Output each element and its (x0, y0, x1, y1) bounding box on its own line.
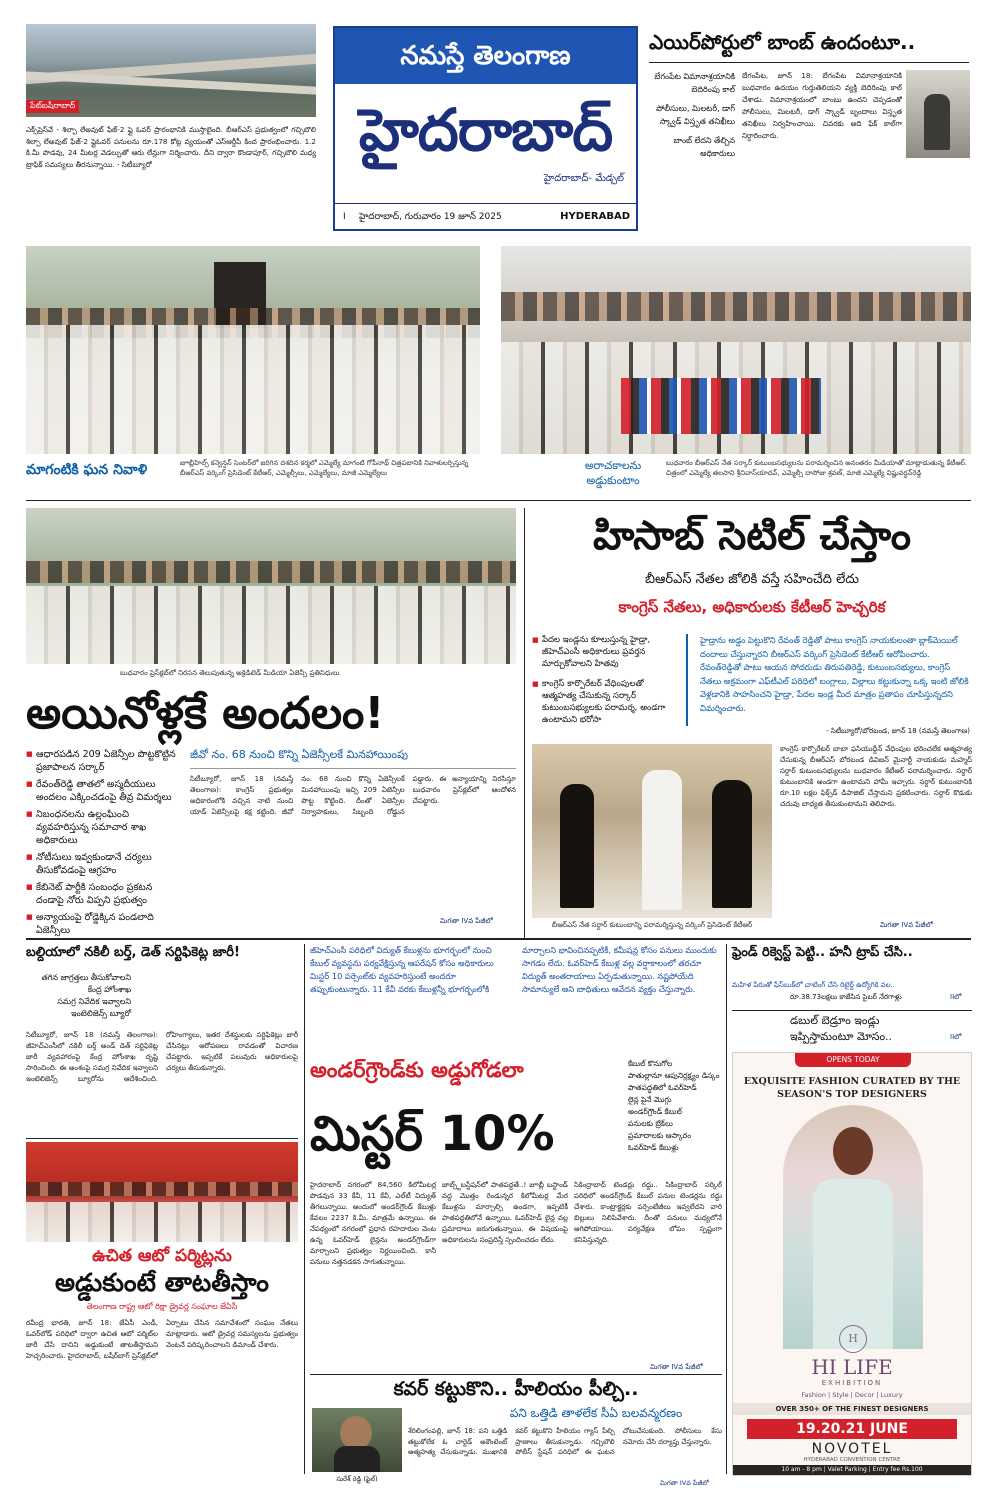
dateline: హైదరాబాద్, గురువారం 19 జూన్ 2025 (359, 212, 502, 222)
press-headline (567, 458, 659, 488)
sardar-photo-caption: బీఆర్ఎస్ నేత సర్దార్ కుటుంబాన్ని పరామర్శిస్తున్న వర్కింగ్ ప్రెసిడెంట్ కేటీఆర్ (551, 921, 753, 929)
mister10-col2: జాబ్స్ట్‌బస్టేషన్‌లో పాతపద్ధతే..! జూబ్లీ బస్టాండ్ వద్ద మొత్తం రెండున్నర కిలోమీటర్ల మేర కేబుళ్లను మార్చాల్సి ఉండగా, ఇప్పటికీ పాతపద్ధతిలోనే ఉన్నాయి. ఓవర్‌హెడ్ లైన్ల వల్ల ప్రమాదాలు జరుగుతున్నాయి. ఈ విషయంపై అధికారులను సంప్రదిస్తే స్పందించడం లేదు. (442, 1181, 568, 1244)
press-caption: బుధవారం బీఆర్ఎస్ నేత సర్కార్ కుటుంబసభ్యులను పరామర్శించిన అనంతరం మీడియాతో మాట్లాడుతున్న కేటీఆర్. చిత్రంలో ఎమ్మెల్యే తలసాని శ్రీనివాస్‌యాదవ్, ఎమ్మెల్సీ దాసోజు శ్రవణ్, మాజీ ఎమ్మెల్యే విష్ణువర్ధన్‌రెడ్డి (666, 459, 967, 477)
ad-badge: OPENS TODAY (795, 1053, 911, 1067)
andalam-bullets (26, 748, 182, 941)
ad-brand: HI LIFE (811, 1355, 893, 1379)
helium-body: శేరిలింగంపల్లి, జూన్ 18: పని ఒత్తిడి తట్టుకోలేక ఓ చార్టెడ్ అకౌంటెంట్ ఆత్మహత్య చేసుకున్నాడు. ముఖానికి కవర్ కట్టుకొని హీలియం గ్యాస్ పీల్చి ప్రాణాలు తీసుకున్నాడు. గచ్చిబౌలి పోలీస్ స్టేషన్ పరిధిలో ఈ ఘటన చోటుచేసుకుంది. పోలీసులు కేసు నమోదు చేసి దర్యాప్తు చేస్తున్నారు. (408, 1427, 722, 1456)
suresh-caption: సురేశ్ రెడ్డి (ఫైల్) (336, 1475, 378, 1483)
mister10-side-line: అండర్‌గ్రౌండ్ కేబుల్ (628, 1107, 682, 1116)
doublebed-ref: IIలో (950, 1033, 962, 1041)
doublebed-line: డబుల్ బెడ్రూం ఇండ్లు (790, 1014, 880, 1027)
helium-headline: కవర్ కట్టుకొని.. హీలియం పీల్చి.. (393, 1378, 639, 1400)
hisab-bullets (532, 634, 674, 730)
hisab-sub2: కాంగ్రెస్ నేతలు, అధికారులకు కేటీఆర్ హెచ్చరిక (618, 598, 886, 616)
honeytrap-ref: IIలో (950, 993, 962, 1001)
hisab-headline: హిసాబ్ సెటిల్ చేస్తాం (593, 513, 911, 559)
mister10-side-line: పాతుల్లానూ ఆపునిర్లక్ష్యం డిస్కం (628, 1071, 720, 1080)
airport-sidebar (649, 70, 735, 160)
helium-sub: పని ఒత్తిడి తాళలేక సీఏ బలవన్మరణం (509, 1406, 683, 1420)
mister10-side-line: కేబుల్ కొనుగోల (628, 1059, 673, 1068)
press-headline-line: అరాచకాలను (584, 459, 642, 472)
mister10-side-line: లైన్ల పైనే మొగ్గు (628, 1095, 672, 1104)
hilife-ad[interactable] (732, 1052, 972, 1476)
press-photo (501, 246, 971, 454)
protest-caption: బుధవారం ప్రెస్‌క్లబ్‌లో నిరసన తెలుపుతున్న అక్రెడిటెడ్ మీడియా ఏజెన్సీ ప్రతినిధులు (120, 669, 340, 677)
issue-number: I (343, 212, 346, 222)
fake-cert-note: కేంద్ర హోంశాఖ (87, 985, 131, 994)
hisab-body: కాంగ్రెస్ కార్పొరేటర్ బాబా ఫసియుద్దీన్ వేధింపుల భరించలేక ఆత్మహత్య చేసుకున్న బీఆర్ఎస్ బోరబండ డివిజన్ మైనార్టీ నాయకుడు మహ్మద్ సర్దార్ కుటుంబసభ్యులను బుధవారం కేటీఆర్ పరామర్శించారు. సర్దార్ కుటుంబానికి అండగా ఉంటామని హామీ ఇచ్చారు. సర్దార్ కుటుంబానికి రూ.10 లక్షల ఫిక్స్‌డ్ డిపాజిట్ చేస్తామని ప్రకటించారు. సర్దార్ కొడుకు చదువు బాధ్యత తీసుకుంటామని తెలిపారు. (780, 745, 972, 808)
honeytrap-sub2: రూ.38.73లక్షలు కాజేసిన సైబర్ నేరగాళ్లు (790, 993, 902, 1001)
honeytrap-sub: మహిళ పేరుతో ఫేస్‌బుక్‌లో చాటింగ్ చేసి రిటైర్డ్ ఉద్యోగికి వల.. (732, 981, 896, 989)
honeytrap-headline: ఫ్రెండ్ రిక్వెస్ట్ పెట్టి.. హనీ ట్రాప్ చేసి.. (732, 945, 913, 960)
suresh-photo (312, 1408, 402, 1472)
fake-cert-body: సిటీబ్యూరో, జూన్ 18 (నమస్తే తెలంగాణ): జీహెచ్ఎంసీలో నకిలీ బర్త్ అండ్ డెత్ సర్టిఫికెట్ల జారీ వ్యవహారంపై కేంద్ర హోంశాఖ దృష్టి సారించింది. ఈ అంశంపై సమగ్ర నివేదిక ఇవ్వాలని ఇంటెలిజెన్స్ బ్యూరోను ఆదేశించింది. రోహింగ్యాలు, ఇతర దేశస్థులకు సర్టిఫికెట్లు జారీ చేసినట్లు ఆరోపణలు రావడంతో విచారణ చేపట్టారు. ఇప్పటికే పలువురు అధికారులపై చర్యలు తీసుకున్నారు. (26, 1031, 298, 1083)
flyover-photo (26, 24, 316, 117)
photo-label: పేట్‌బషీరాబాద్ (26, 100, 79, 113)
continued-note: మిగతా IVవ పేజీలో (660, 1479, 709, 1487)
airport-note: బాంబ్ లేదని తేల్చిన అధికారులు (673, 136, 735, 158)
mister10-box: జీహెచ్ఎంసీ పరిధిలో విద్యుత్ కేబుళ్లను భూగర్భంలో నుంచి కేబుల్ వ్యవస్థను పర్యవేక్షిస్తున్న ఆపరేషన్ కోసం అధికారులు మిస్టర్ 10 పర్సెంట్‌కు వ్యవహరిస్తుంటే అందరూ తప్పుకుంటున్నారు. 11 కేవీ వరకు కేబుళ్లన్నీ భూగర్భంలోకి మార్చాలని భావించినప్పటికీ, కమీషన్ల కోసం పనులు ముందుకు సాగడం లేదు. ఓవర్‌హెడ్ కేబుళ్ల వల్ల వర్షాకాలంలో తరచూ విద్యుత్ అంతరాయాలు ఏర్పడుతున్నాయి. నష్టపోయేది సామాన్యులే అని బాధితులు ఆవేదన వ్యక్తం చేస్తున్నారు. (310, 945, 717, 994)
continued-note: మిగతా IVవ పేజీలో (650, 1363, 703, 1371)
ad-model-image (783, 1105, 923, 1349)
andalam-body: సిటీబ్యూరో, జూన్ 18 (నమస్తే తెలంగాణ): కాంగ్రెస్ ప్రభుత్వం అధికారంలోకి వచ్చిన నాటి నుంచి యాడ్ ఏజెన్సీలపై కక్ష కట్టింది. జీవో నం. 68 నుంచి కొన్ని ఏజెన్సీలకే మినహాయింపు ఇచ్చి 209 ఏజెన్సీల పొట్ట కొట్టింది. దీంతో ఏజెన్సీల నిర్వాహకులు, సిబ్బంది రోడ్డున పడ్డారు. ఈ అన్యాయాన్ని నిరసిస్తూ బుధవారం ప్రెస్‌క్లబ్‌లో ఆందోళన చేపట్టారు. (190, 775, 516, 816)
mister10-side-line: పాతపద్ధతిలో ఓవర్‌హెడ్ (628, 1083, 697, 1092)
hisab-sub1: బీఆర్ఎస్ నేతల జోలికి వస్తే సహించేది లేదు (645, 572, 859, 587)
mister10-col3: సికింద్రాబాద్ టెండర్లు రద్దు.. సికింద్రాబాద్ సర్కిల్ పరిధిలో అండర్‌గ్రౌండ్ కేబుల్ పనుల టెండర్లను రద్దు చేశారు. కాంట్రాక్టర్లకు పర్సెంటేజీలు ఇవ్వలేదని వారి బిల్లులు నిలిపివేశారు. దీంతో పనులు మధ్యలోనే ఆగిపోయాయి. పర్యవేక్షణ లోపం స్పష్టంగా కనిపిస్తున్నది. (574, 1181, 722, 1244)
mister10-side-box (628, 1058, 722, 1154)
auto-headline-1: ఉచిత ఆటో పర్మిట్లను (92, 1246, 232, 1266)
auto-jac-photo (26, 1142, 298, 1242)
airport-body: బేగంపేట, జూన్ 18: బేగంపేట విమానాశ్రయానికి బుధవారం ఉదయం గుర్తుతెలియని వ్యక్తి బెదిరింపు కాల్ చేశాడు. విమానాశ్రయంలో బాంబు ఉందని చెప్పడంతో పోలీసులు, మిలటరీ, డాగ్ స్క్వాడ్ బృందాలు విస్తృత తనిఖీలు నిర్వహించాయి. చివరకు అది ఫేక్ కాల్‌గా నిర్ధారించారు. (742, 71, 902, 140)
ad-brand-sub: EXHIBITION (821, 1379, 883, 1387)
bullet-item: ■ రేవంత్‌రెడ్డి తాతలో అస్మదీయులు అందలం ఎక్కించడంపై తీవ్ర విమర్శలు (26, 778, 182, 804)
bullet-item: ■ కాంగ్రెస్ కార్పొరేటర్ వేధింపులతో ఆత్మహత్య చేసుకున్న సర్కార్ కుటుంబసభ్యులకు పరామర్శ, అండగా ఉంటామని భరోసా (532, 678, 674, 726)
tribute-caption: జూబ్లీహిల్స్ కన్వెన్షన్ సెంటర్‌లో జరిగిన దశదిన కర్మలో ఎమ్మెల్యే మాగంటి గోపీనాథ్ చిత్రపటానికి నివాళులర్పిస్తున్న బీఆర్ఎస్ వర్కింగ్ ప్రెసిడెంట్ కేటీఆర్, ఎమ్మెల్సీలు, ఎమ్మెల్యేలు, మాజీ ఎమ్మెల్యేలు (180, 459, 469, 477)
bullet-item: ■ నోటీసులు ఇవ్వకుండానే చర్యలు తీసుకోవడంపై ఆగ్రహం (26, 851, 182, 877)
continued-note: మిగతా IVవ పేజీలో (440, 917, 493, 925)
mister10-col1: హైదరాబాద్ నగరంలో 84,560 కిలోమీటర్ల పొడవున 33 కేవీ, 11 కేవీ, ఎల్‌టీ విద్యుత్ తీగలున్నాయి. అందులో అండర్‌గ్రౌండ్ కేబుళ్లు కేవలం 2237 కి.మీ. మాత్రమే ఉన్నాయి. ఈ నేపథ్యంలో నగరంలో ప్రధాన రహదారుల వెంట ఉన్న ఓవర్‌హెడ్ లైన్లను అండర్‌గ్రౌండ్‌గా మార్చాలని ప్రభుత్వం నిర్ణయించింది. కానీ పనులు నత్తనడకన సాగుతున్నాయి. (310, 1181, 436, 1266)
mister10-headline: మిస్టర్ 10% (310, 1106, 555, 1162)
airport-headline: ఎయిర్‌పోర్టులో బాంబ్ ఉందంటూ.. (649, 30, 916, 54)
ad-footer: 10 am - 8 pm | Valet Parking | Entry fee Rs.100 (733, 1465, 971, 1475)
hisab-dateline: - సిటీబ్యూరో/బోరబండ, జూన్ 18 (నమస్తే తెలంగాణ) (826, 727, 970, 735)
ad-categories: Fashion | Style | Decor | Luxury (801, 1391, 903, 1399)
fake-cert-headline: బల్దియాలో నకిలీ బర్త్, డెత్ సర్టిఫికెట్ల జారీ! (26, 945, 240, 960)
bullet-item: ■ ఆధారపడిన 209 ఏజెన్సీల పొట్టకొట్టిన ప్రజాపాలన సర్కార్ (26, 748, 182, 774)
andalam-headline: అయినోళ్లకే అందలం! (26, 688, 385, 739)
ad-tagline: EXQUISITE FASHION CURATED BY THE SEASON'S TOP DESIGNERS (743, 1076, 961, 1100)
auto-body: రవీంద్ర భారతి, జూన్ 18: జేఏసీ ఎండీ, ఓవర్‌లోడ్ పరిధిలో ద్వారా ఉచిత ఆటో పర్మిట్‌ల జారీ చేసే దానిని అడ్డుకుంటే తాటతీస్తామని హెచ్చరించారు. హైదరాబాద్, బషీర్‌బాగ్ ప్రెస్‌క్లబ్‌లో ఏర్పాటు చేసిన సమావేశంలో సంఘం నేతలు మాట్లాడారు. ఆటో డ్రైవర్ల సమస్యలను ప్రభుత్వం వెంటనే పరిష్కరించాలని డిమాండ్ చేశారు. (26, 1319, 298, 1360)
mister10-kicker: అండర్‌గ్రౌండ్‌కు అడ్డుగోడలా (310, 1058, 524, 1082)
airport-photo (906, 70, 970, 158)
masthead (333, 26, 638, 231)
ad-venue-sub: HYDERABAD CONVENTION CENTRE (803, 1457, 901, 1463)
ad-designers: OVER 350+ OF THE FINEST DESIGNERS (733, 1403, 971, 1415)
brand-logo: నమస్తే తెలంగాణ (335, 28, 636, 84)
ad-venue: NOVOTEL (811, 1441, 893, 1457)
bullet-item: ■ పేదల ఇండ్లను కూలుస్తున్న హైడ్రా, జీహెచ్ఎంసీ అధికారులు ప్రవర్తన మార్చుకోవాలని హితవు (532, 634, 674, 670)
mister10-side-line: ఓవర్‌హెడ్ కేబుళ్లు (628, 1143, 679, 1152)
airport-note: పోలీసులు, మిలటరీ, డాగ్ స్క్వాడ్ విస్తృత తనిఖీలు (656, 104, 735, 126)
sardar-family-photo (532, 744, 772, 918)
mister10-side-line: ప్రమాదాలకు ఆస్కారం (628, 1131, 692, 1140)
tribute-photo (26, 246, 480, 454)
fake-cert-side (26, 972, 131, 1020)
bullet-item: ■ అన్యాయంపై రోడ్డెక్కిన పండలాది ఏజెన్సీలు (26, 911, 182, 937)
airport-note: బేగంపేట విమానాశ్రయానికి బెదిరింపు కాల్ (654, 72, 735, 94)
continued-note: మిగతా IVవ పేజీలో (880, 921, 933, 929)
fake-cert-note: ఇంటెలిజెన్స్ బ్యూరో (71, 1009, 131, 1018)
fake-cert-note: తగిన జాగ్రత్తలు తీసుకోవాలని (41, 973, 131, 982)
hilife-logo-icon: H (839, 1325, 867, 1353)
mister10-side-line: పనులకు బ్రేక్‌లు (628, 1119, 673, 1128)
tribute-headline: మాగంటికి ఘన నివాళి (26, 462, 148, 478)
edition-label: HYDERABAD (560, 211, 630, 222)
andalam-subhead: జీవో నం. 68 నుంచి కొన్ని ఏజెన్సీలకే మినహాయింపు (190, 748, 516, 769)
bullet-item: ■ కేబినెట్ పార్టీకి సంబంధం ప్రకటన దండాపై నోరు విప్పని ప్రభుత్వం (26, 881, 182, 907)
auto-headline-2: అడ్డుకుంటే తాటతీస్తాం (55, 1268, 269, 1297)
flyover-text: ఎక్స్‌ప్రెస్‌వే - శిల్పా లేఅవుట్ ఫేజ్-2 ఫ్లై ఓవర్ ప్రారంభానికి ముస్తాబైంది. బీఆర్ఎస్ ప్రభుత్వంలో గచ్చిబౌలి శిల్పా లేఅవుట్ ఫేజ్-2 ఫ్లైఓవర్ పనులను రూ.178 కోట్ల వ్యయంతో ఎస్ఆర్డీపీ కింద ప్రారంభించారు. 1.2 కి.మీ పొడవు, 24 మీటర్ల వెడల్పుతో ఆరు లేన్లుగా నిర్మించారు. దీని ద్వారా కొండాపూర్, గచ్చిబౌలి మధ్య ట్రాఫిక్ సమస్యలు తీరనున్నాయి. - సిటీబ్యూరో (26, 125, 316, 169)
district-label: హైదరాబాద్- మేడ్చల్ (543, 173, 624, 184)
bullet-item: ■ నిబంధనలను ఉల్లంఘించి వ్యవహరిస్తున్న సమాచార శాఖ అధికారులు (26, 808, 182, 847)
doublebed-line: ఇప్పిస్తామంటూ మోసం.. (790, 1030, 893, 1043)
fake-cert-note: సమగ్ర నివేదిక ఇవ్వాలని (57, 997, 131, 1006)
ad-dates: 19.20.21 JUNE (747, 1419, 957, 1439)
press-headline-line: అడ్డుకుంటాం (586, 474, 640, 487)
hisab-quote: హైడ్రాను అడ్డం పెట్టుకొని రేవంత్ రెడ్డితో పాటు కాంగ్రెస్ నాయకులంతా బ్లాక్‌మెయిల్ దందాలు చేస్తున్నారని బీఆర్ఎస్ వర్కింగ్ ప్రెసిడెంట్ కేటీఆర్ ఆరోపించారు. రేవంత్‌రెడ్డితో పాటు ఆయన సోదరుడు తిరుపతిరెడ్డి, కుటుంబసభ్యులు, కాంగ్రెస్ నేతలు అక్రమంగా ఎఫ్‌టీఎల్ పరిధిలో బంగ్లాలు, విల్లాలు కట్టుకున్నా ఒక్క ఇంటి జోలికి వెళ్లడానికి సాహసించని హైడ్రా, పేదల ఇండ్ల మీద మాత్రం ప్రతాపం చూపిస్తున్నదని విమర్శించారు. (686, 634, 971, 726)
protest-photo (26, 508, 516, 664)
auto-sub: తెలంగాణ రాష్ట్ర ఆటో రిక్షా డ్రైవర్ల సంఘాల జేఏసీ (86, 1302, 238, 1311)
city-title: హైదరాబాద్ (358, 96, 613, 164)
